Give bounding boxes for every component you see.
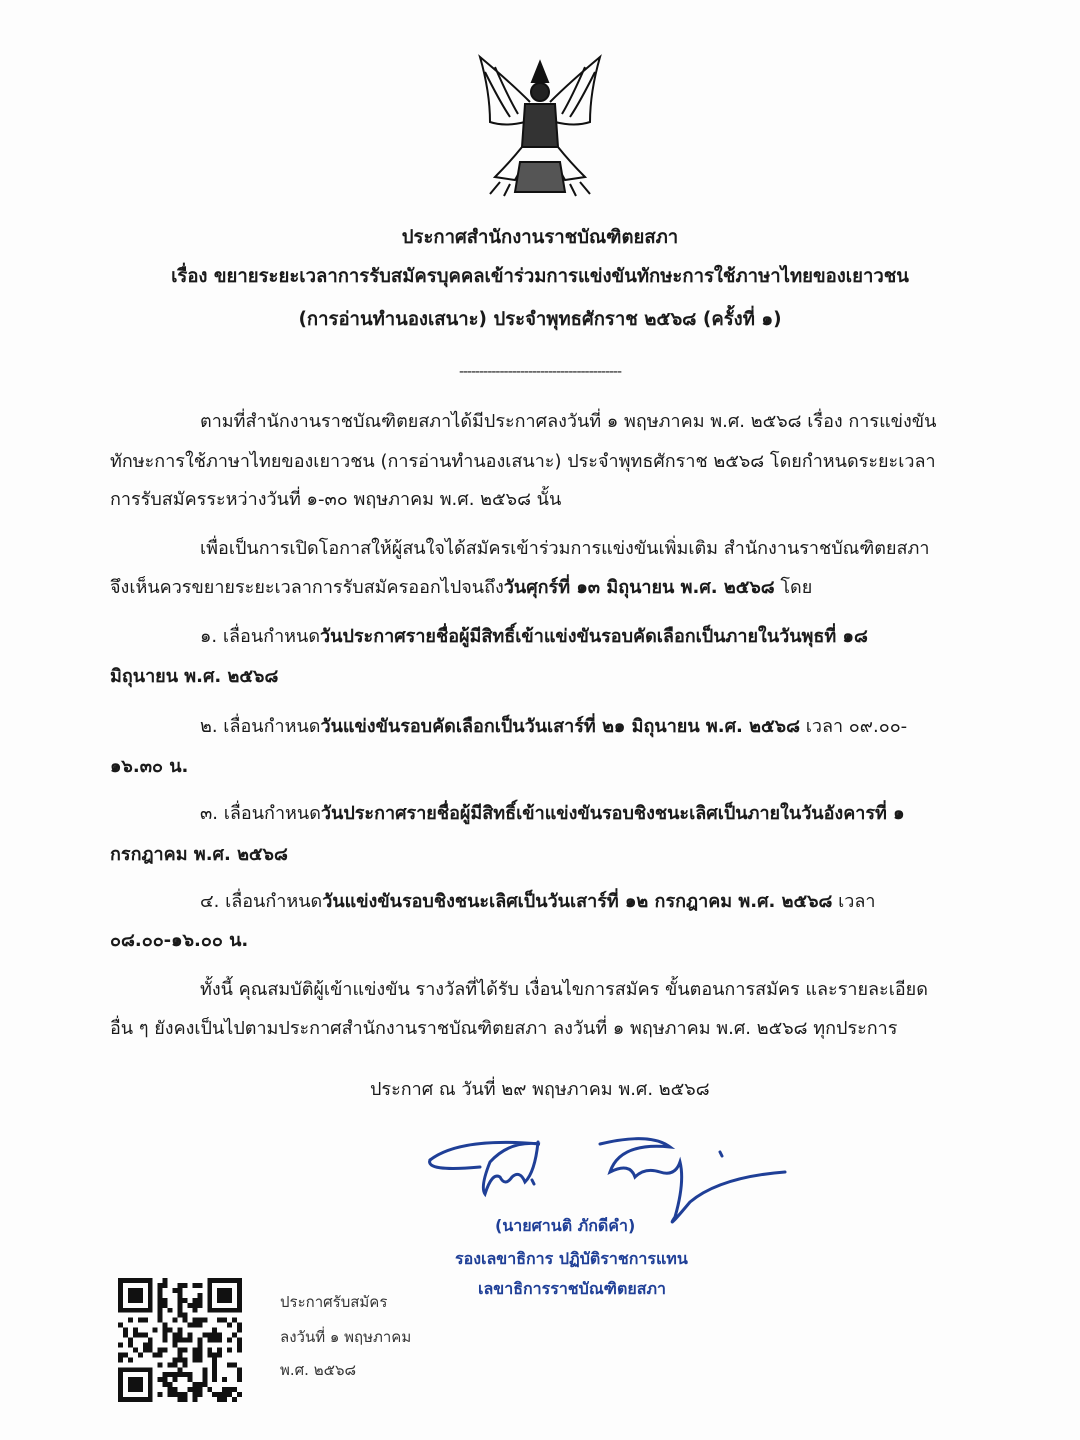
text: ทั้งนี้ คุณสมบัติผู้เข้าแข่งขัน รางวัลที่ได้รับ เงื่อนไขการสมัคร ขั้นตอนการสมัคร และรายละเอียด (200, 979, 928, 1000)
divider: ---------------------------------------- (458, 364, 622, 380)
garuda-emblem-icon (470, 52, 610, 197)
bold-text: ๐๘.๐๐-๑๖.๐๐ น. (110, 930, 249, 951)
body-line (200, 537, 930, 561)
text: จึงเห็นควรขยายระยะเวลาการรับสมัครออกไปจนถึง (110, 577, 504, 598)
title-line-1: ประกาศสำนักงานราชบัณฑิตยสภา (401, 227, 679, 248)
body-line (110, 576, 812, 600)
bold-text: ๑๖.๓๐ น. (110, 756, 189, 777)
body-line (110, 488, 561, 512)
text: ๔. เลื่อนกำหนด (200, 891, 323, 912)
title-line-2: เรื่อง ขยายระยะเวลาการรับสมัครบุคคลเข้าร่วมการแข่งขันทักษะการใช้ภาษาไทยของเยาวชน (171, 266, 909, 287)
body-line (200, 802, 905, 826)
body-line (200, 410, 936, 434)
bold-text: วันประกาศรายชื่อผู้มีสิทธิ์เข้าแข่งขันรอบชิงชนะเลิศเป็นภายในวันอังคารที่ ๑ (320, 803, 905, 824)
signatory-name: (นายศานติ ภักดีคำ) (495, 1216, 636, 1235)
body-line (200, 890, 876, 914)
qr-note-line-1: ประกาศรับสมัคร (280, 1293, 388, 1311)
body-line (110, 755, 188, 779)
bold-text: วันศุกร์ที่ ๑๓ มิถุนายน พ.ศ. ๒๕๖๘ (503, 577, 775, 598)
text: ๓. เลื่อนกำหนด (200, 803, 321, 824)
qr-note-line-2: ลงวันที่ ๑ พฤษภาคม (280, 1328, 412, 1346)
body-line (200, 625, 868, 649)
signatory-position-1: รองเลขาธิการ ปฏิบัติราชการแทน (455, 1249, 688, 1268)
text: ทักษะการใช้ภาษาไทยของเยาวชน (การอ่านทำนองเสนาะ) ประจำพุทธศักราช ๒๕๖๘ โดยกำหนดระยะเวลา (110, 451, 936, 472)
qr-code[interactable] (118, 1278, 242, 1402)
text: โดย (774, 577, 813, 598)
body-line (200, 978, 928, 1002)
bold-text: วันแข่งขันรอบชิงชนะเลิศเป็นวันเสาร์ที่ ๑๒ กรกฎาคม พ.ศ. ๒๕๖๘ (322, 891, 833, 912)
body-line (200, 715, 907, 739)
bold-text: วันประกาศรายชื่อผู้มีสิทธิ์เข้าแข่งขันรอบคัดเลือกเป็นภายในวันพุธที่ ๑๘ (320, 626, 868, 647)
body-line (110, 1017, 897, 1041)
text: เวลา (832, 891, 876, 912)
bold-text: มิถุนายน พ.ศ. ๒๕๖๘ (110, 666, 279, 687)
text: การรับสมัครระหว่างวันที่ ๑-๓๐ พฤษภาคม พ.ศ. ๒๕๖๘ นั้น (110, 489, 562, 510)
body-line (110, 665, 278, 689)
text: ตามที่สำนักงานราชบัณฑิตยสภาได้มีประกาศลงวันที่ ๑ พฤษภาคม พ.ศ. ๒๕๖๘ เรื่อง การแข่งขัน (200, 411, 937, 432)
bold-text: วันแข่งขันรอบคัดเลือกเป็นวันเสาร์ที่ ๒๑ มิถุนายน พ.ศ. ๒๕๖๘ (320, 716, 800, 737)
date-line: ประกาศ ณ วันที่ ๒๙ พฤษภาคม พ.ศ. ๒๕๖๘ (370, 1079, 710, 1100)
text: เวลา ๐๙.๐๐- (799, 716, 908, 737)
body-line (110, 929, 248, 953)
text: เพื่อเป็นการเปิดโอกาสให้ผู้สนใจได้สมัครเข้าร่วมการแข่งขันเพิ่มเติม สำนักงานราชบัณฑิตยสภา (200, 538, 930, 559)
body-line (110, 843, 288, 867)
body-line (110, 450, 936, 474)
qr-note-line-3: พ.ศ. ๒๕๖๘ (280, 1361, 357, 1379)
text: ๑. เลื่อนกำหนด (200, 626, 321, 647)
title-line-3: (การอ่านทำนองเสนาะ) ประจำพุทธศักราช ๒๕๖๘ (ครั้งที่ ๑) (298, 309, 782, 330)
signatory-position-2: เลขาธิการราชบัณฑิตยสภา (478, 1279, 667, 1298)
text: ๒. เลื่อนกำหนด (200, 716, 321, 737)
bold-text: กรกฎาคม พ.ศ. ๒๕๖๘ (110, 844, 288, 865)
text: อื่น ๆ ยังคงเป็นไปตามประกาศสำนักงานราชบัณฑิตยสภา ลงวันที่ ๑ พฤษภาคม พ.ศ. ๒๕๖๘ ทุกประการ (110, 1018, 898, 1039)
